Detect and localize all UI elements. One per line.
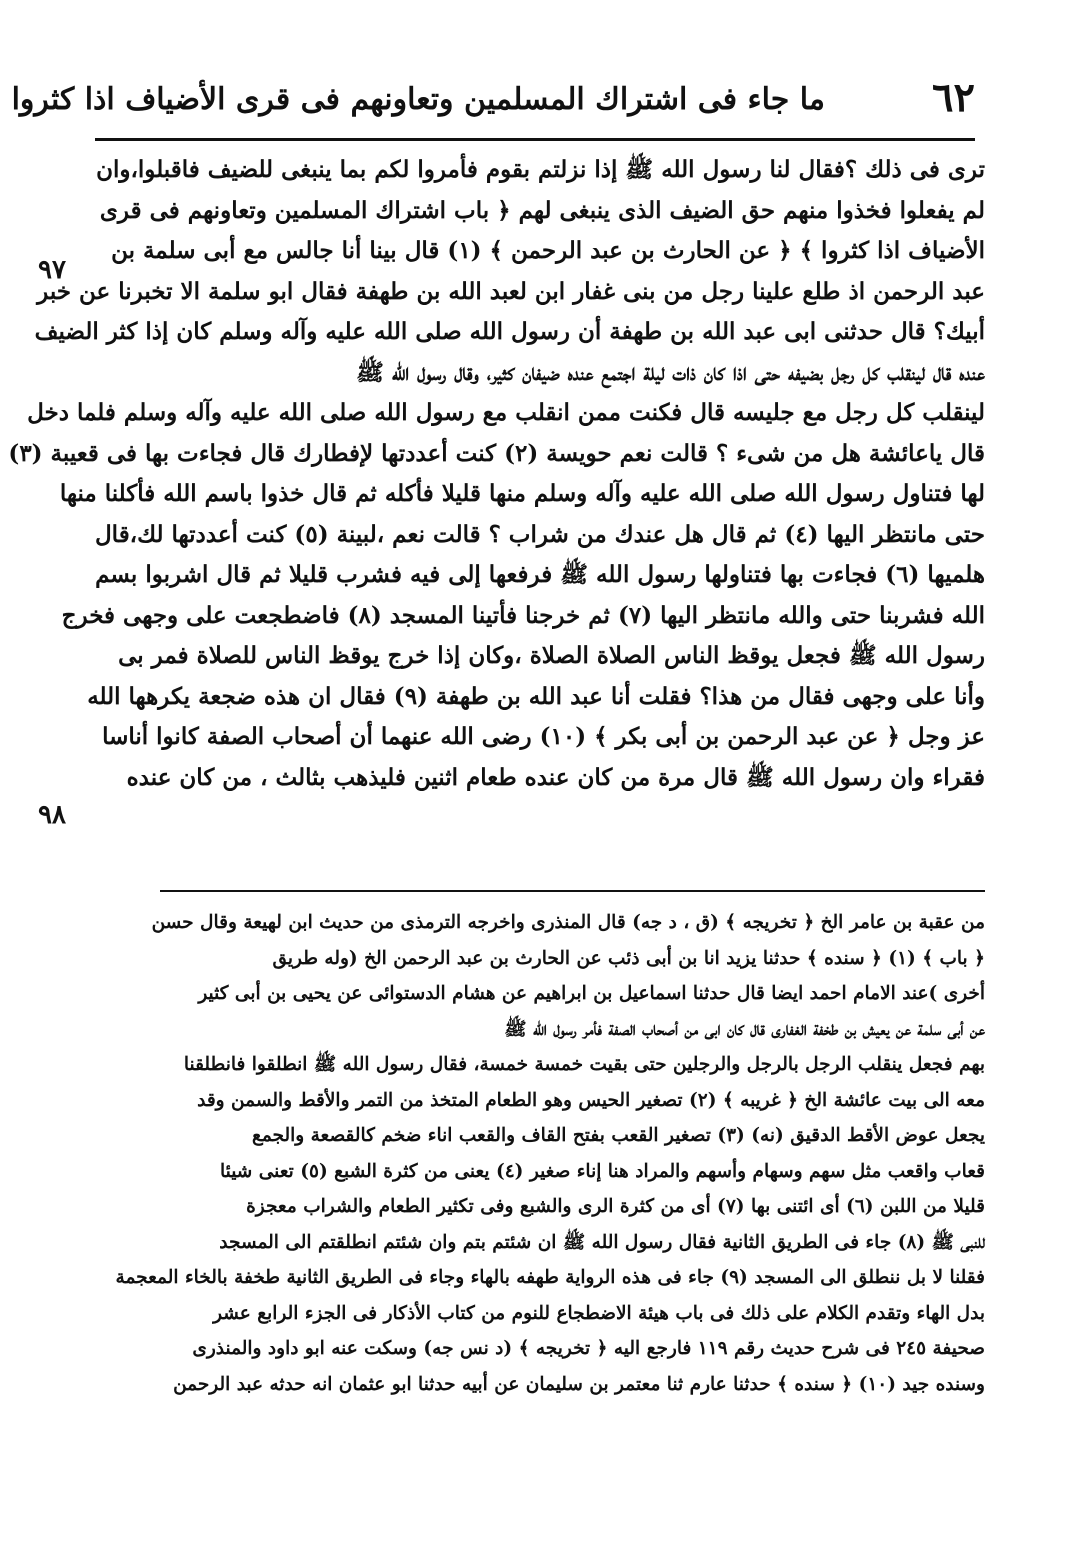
footnote-line: فقلنا لا بل ننطلق الى المسجد (٩) جاء فى هذه الرواية طهفه بالهاء وجاء فى الطريق الثانية طخفة بالخاء المعجمة <box>115 1267 985 1288</box>
footnote-line: من عقبة بن عامر الخ ﴿ تخريجه ﴾ (ق ، د جه) قال المنذرى واخرجه الترمذى من حديث ابن لهيعة وقال حسن <box>151 912 985 933</box>
footnote-line: أخرى )عند الامام احمد ايضا قال حدثنا اسماعيل بن ابراهيم عن هشام الدستوائى عن يحيى بن أبى كثير <box>198 983 985 1004</box>
footnote-line: قليلا من اللبن (٦) أى ائتنى بها (٧) أى من كثرة الرى والشبع وفى تكثير الطعام والشراب معجزة <box>246 1196 985 1217</box>
footnote-line: معه الى بيت عائشة الخ ﴿ غريبه ﴾ (٢) تصغير الحيس وهو الطعام المتخذ من التمر والأقط والسمن وقد <box>197 1089 985 1111</box>
footnote-line: عن أبى سلمة عن يعيش بن طخفة الغفارى قال كان ابى من أصحاب الصفة فأمر رسول الله ﷺ <box>504 1018 985 1040</box>
footnote-line: بدل الهاء وتقدم الكلام على ذلك فى باب هيئة الاضطجاع للنوم من كتاب الأذكار فى الجزء الرابع عشر <box>213 1302 985 1324</box>
main-line: عز وجل ﴿ عن عبد الرحمن بن أبى بكر ﴾ (١٠) رضى الله عنهما أن أصحاب الصفة كانوا أناسا <box>102 723 985 750</box>
footnotes <box>115 905 985 1402</box>
hadith-number-97: ٩٧ <box>38 255 66 285</box>
main-line: حتى مانتظر اليها (٤) ثم قال هل عندك من شراب ؟ قالت نعم ،لبينة (٥) كنت أعددتها لك،قال <box>94 520 985 548</box>
main-line: الله فشربنا حتى والله مانتظر اليها (٧) ثم خرجنا فأتينا المسجد (٨) فاضطجعت على وجهى فخرج <box>61 601 985 629</box>
footnote-line: وسنده جيد (١٠) ﴿ سنده ﴾ حدثنا عارم ثنا معتمر بن سليمان عن أبيه حدثنا ابو عثمان انه حدثه عبد الرحمن <box>173 1373 985 1395</box>
main-line: رسول الله ﷺ فجعل يوقظ الناس الصلاة الصلاة ،وكان إذا خرج يوقظ الناس للصلاة فمر بى <box>118 642 985 669</box>
main-line: لينقلب كل رجل مع جليسه قال فكنت ممن انقلب مع رسول الله صلى الله عليه وآله وسلم فلما دخل <box>27 399 985 426</box>
footnote-separator <box>160 890 985 892</box>
main-line: فقراء وان رسول الله ﷺ قال مرة من كان عنده طعام اثنين فليذهب بثالث ، من كان عنده <box>126 763 985 791</box>
main-line: الأضياف اذا كثروا ﴾ ﴿ عن الحارث بن عبد الرحمن ﴾ (١) قال بينا أنا جالس مع أبى سلمة بن <box>111 237 985 264</box>
page-number: ٦٢ <box>932 74 975 121</box>
main-line: وأنا على وجهى فقال من هذا؟ فقلت أنا عبد الله بن طهفة (٩) فقال ان هذه ضجعة يكرهها الله <box>87 682 985 710</box>
main-line: عنده قال لينقلب كل رجل بضيفه حتى اذا كان ذات ليلة اجتمع عنده ضيفان كثير، وقال رسول الله ﷺ <box>356 358 985 386</box>
running-title: ما جاء فى اشتراك المسلمين وتعاونهم فى قرى الأضياف اذا كثروا <box>11 82 825 117</box>
main-line: قال ياعائشة هل من شىء ؟ قالت نعم حويسة (٢) كنت أعددتها لإفطارك قال فجاءت بها فى قعيبة (٣) <box>8 439 985 467</box>
main-line: أبيك؟ قال حدثنى ابى عبد الله بن طهفة أن رسول الله صلى الله عليه وآله وسلم كان إذا كثر الضيف <box>34 318 985 345</box>
footnote-line: بهم فجعل ينقلب الرجل بالرجل والرجلين حتى بقيت خمسة خمسة، فقال رسول الله ﷺ انطلقوا فانطلقنا <box>183 1054 985 1075</box>
header-rule <box>95 138 975 141</box>
hadith-number-98: ٩٨ <box>38 800 66 830</box>
main-line: لم يفعلوا فخذوا منهم حق الضيف الذى ينبغى لهم ﴿ باب اشتراك المسلمين وتعاونهم فى قرى <box>99 196 985 224</box>
footnote-line: قعاب واقعب مثل سهم وسهام وأسهم والمراد هنا إناء صغير (٤) يعنى من كثرة الشبع (٥) تعنى شيئا <box>220 1160 985 1182</box>
main-line: هلميها (٦) فجاءت بها فتناولها رسول الله ﷺ فرفعها إلى فيه فشرب قليلا ثم قال اشربوا بسم <box>95 561 985 588</box>
main-line: لها فتناول رسول الله صلى الله عليه وآله وسلم منها قليلا فأكله ثم قال خذوا باسم الله فأكلنا منها <box>59 480 985 507</box>
main-line: عبد الرحمن اذ طلع علينا رجل من بنى غفار ابن لعبد الله بن طهفة فقال ابو سلمة الا تخبرنا عن خبر <box>37 277 985 305</box>
footnote-line: صحيفة ٢٤٥ فى شرح حديث رقم ١١٩ فارجع اليه ﴿ تخريجه ﴾ (د نس جه) وسكت عنه ابو داود والمنذرى <box>192 1338 985 1359</box>
main-line: ترى فى ذلك ؟فقال لنا رسول الله ﷺ إذا نزلتم بقوم فأمروا لكم بما ينبغى للضيف فاقبلوا،وان <box>96 156 985 183</box>
footnote-line: للنبى ﷺ (٨) جاء فى الطريق الثانية فقال رسول الله ﷺ ان شئتم بتم وان شئتم انطلقتم الى المسجد <box>219 1231 985 1253</box>
footnote-line: ﴿ باب ﴾ (١) ﴿ سنده ﴾ حدثنا يزيد انا بن أبى ذئب عن الحارث بن عبد الرحمن الخ (وله طريق <box>272 947 985 969</box>
footnote-line: يجعل عوض الأقط الدقيق (نه) (٣) تصغير القعب بفتح القاف والقعب اناء ضخم كالقصعة والجمع <box>251 1125 985 1146</box>
page-header <box>11 70 975 140</box>
